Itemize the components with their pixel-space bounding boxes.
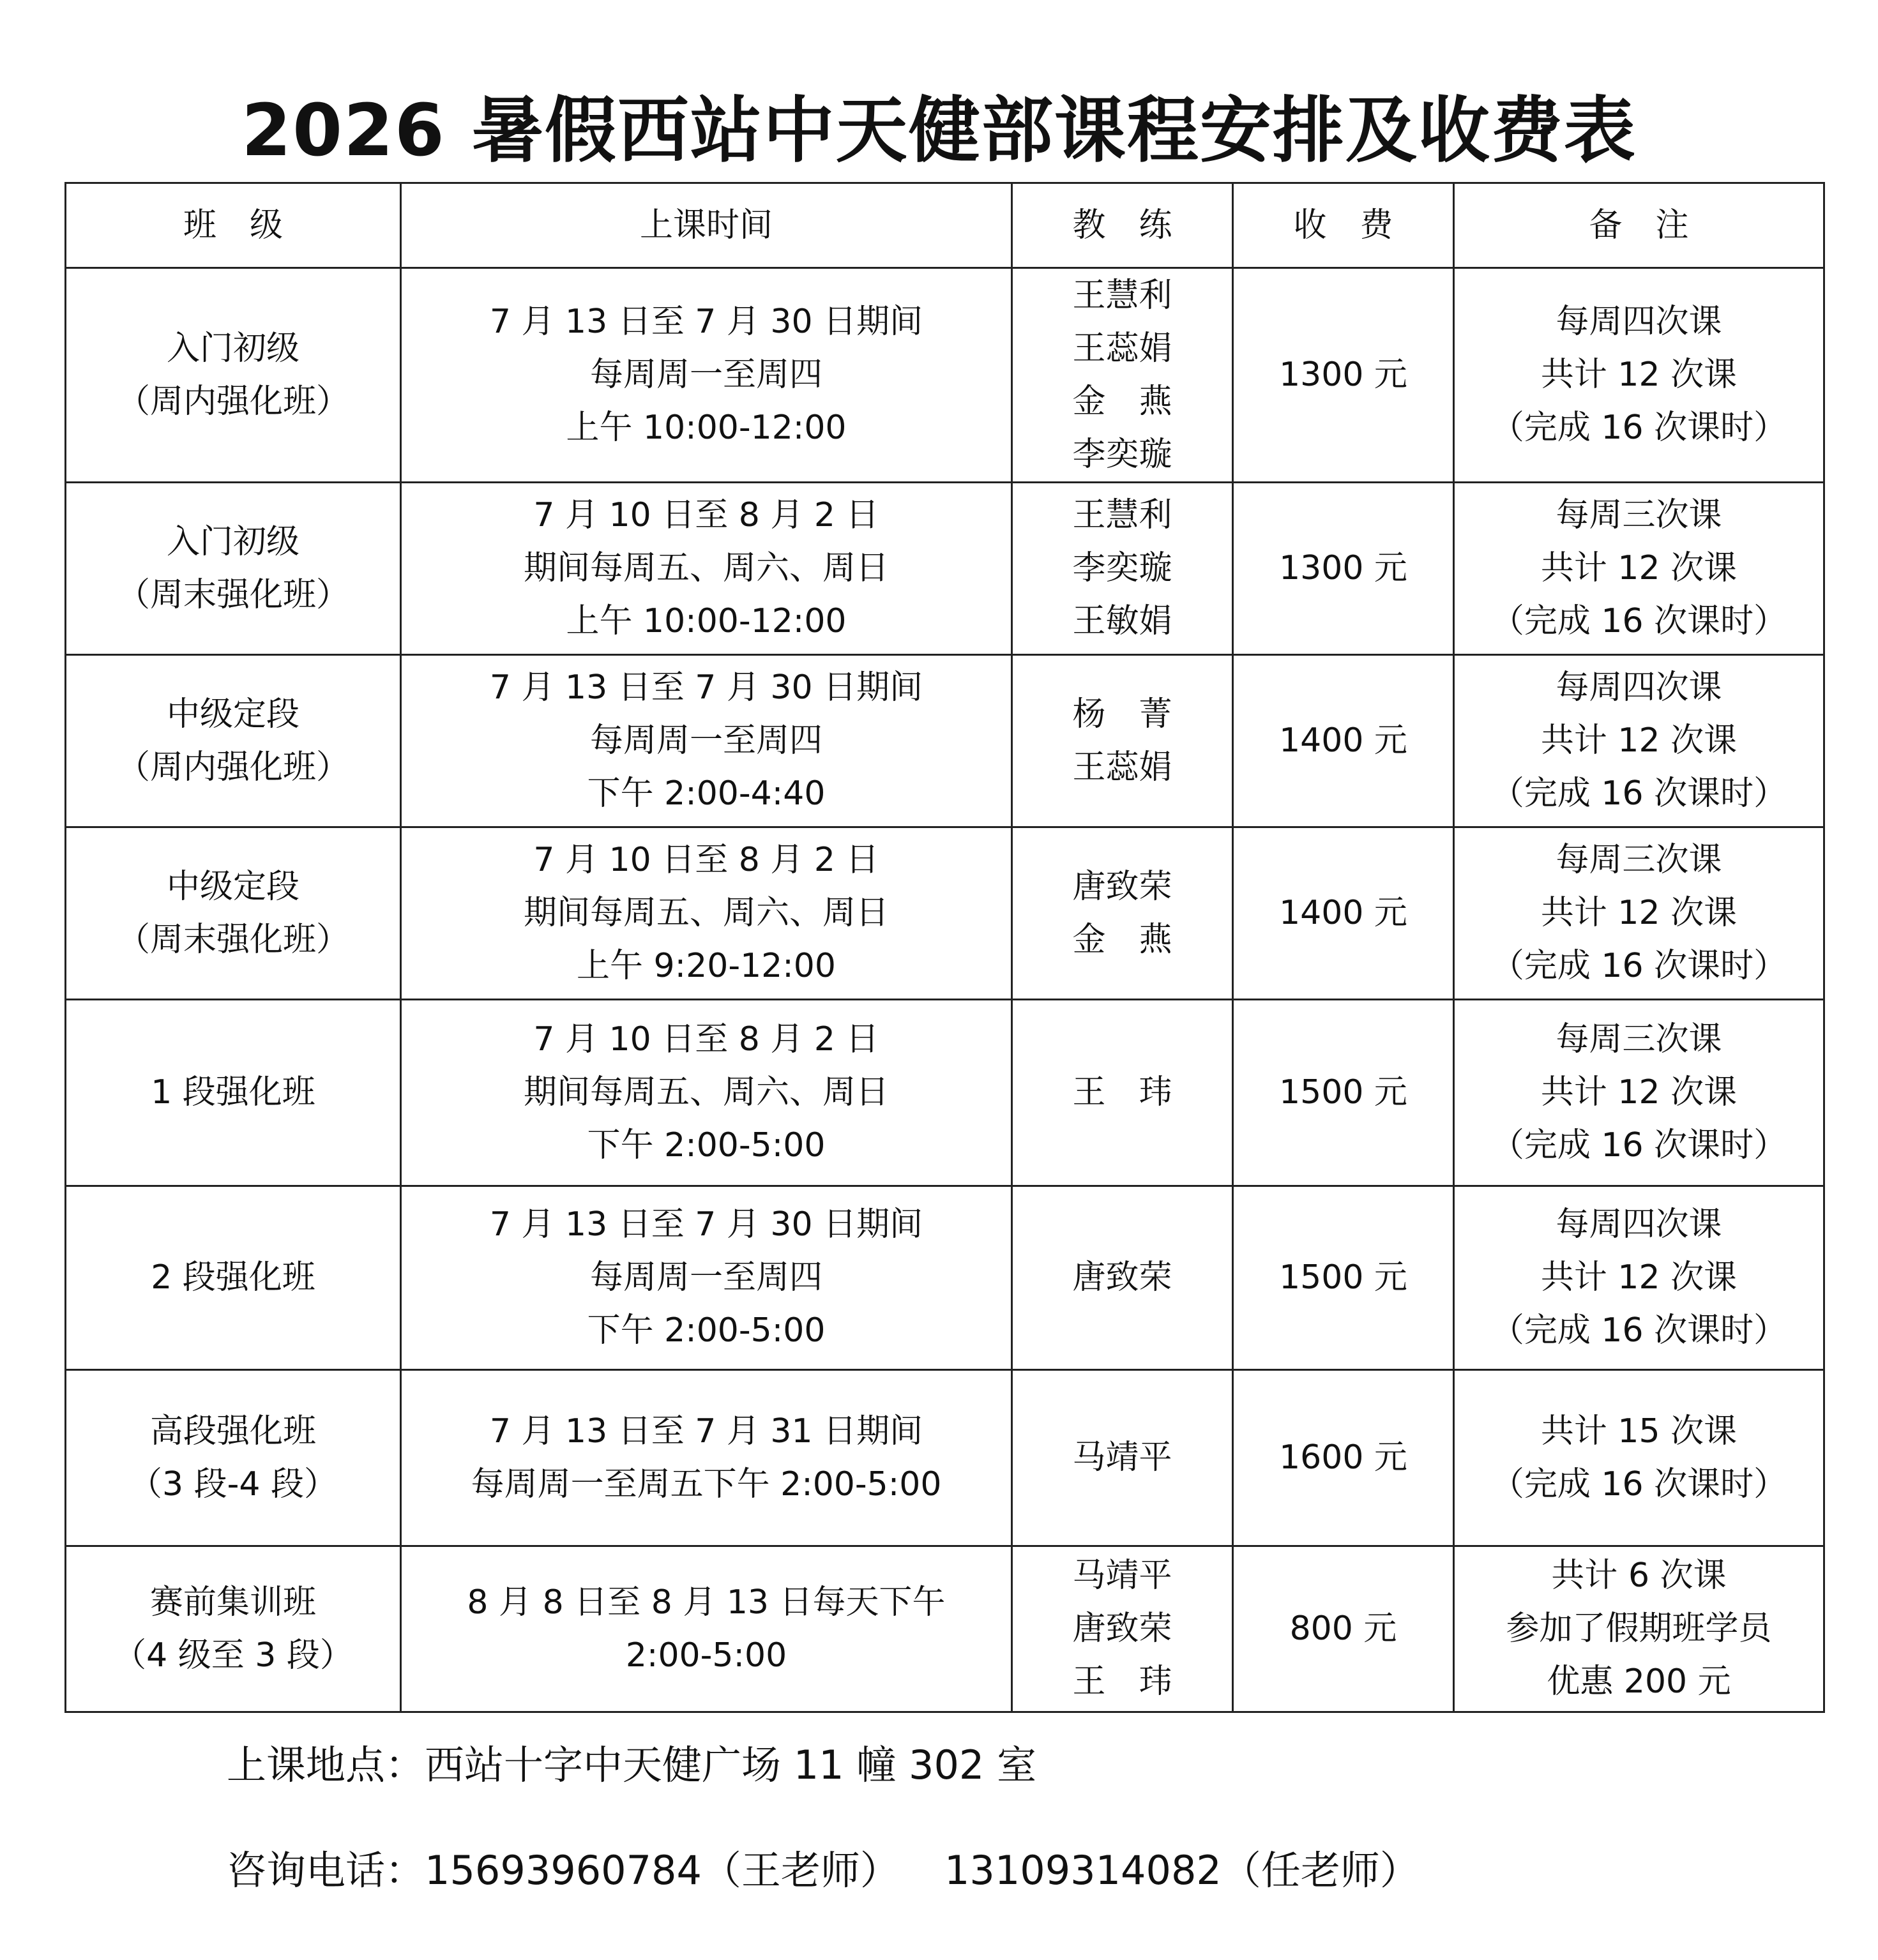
class-cell-line: 高段强化班 — [149, 1412, 316, 1451]
time-cell-line: 每周周一至周四 — [589, 356, 822, 394]
fee-cell: 800 元 — [1233, 1546, 1454, 1712]
coach-cell-line: 唐致荣 — [1072, 1258, 1172, 1297]
time-cell-line: 每周周一至周四 — [589, 1258, 822, 1297]
header-row — [66, 183, 1824, 268]
class-cell-line: （3 段-4 段） — [129, 1465, 337, 1504]
class-cell — [66, 1370, 401, 1546]
time-cell-line: 下午 2:00-5:00 — [587, 1126, 826, 1165]
class-cell — [66, 268, 401, 483]
note-cell-line: （完成 16 次课时） — [1490, 774, 1787, 813]
fee-cell: 1500 元 — [1233, 1186, 1454, 1370]
coach-cell-line: 王慧利 — [1072, 496, 1172, 534]
note-cell-line: 共计 12 次课 — [1540, 721, 1738, 760]
class-cell — [66, 827, 401, 1000]
time-cell-line: 7 月 13 日至 7 月 30 日期间 — [489, 668, 923, 707]
coach-cell-line: 王敏娟 — [1072, 602, 1172, 640]
time-cell-line: 期间每周五、周六、周日 — [523, 549, 889, 587]
note-cell-line: （完成 16 次课时） — [1490, 947, 1787, 985]
time-cell-line: 7 月 13 日至 7 月 30 日期间 — [489, 303, 923, 341]
note-cell — [1454, 1370, 1824, 1546]
time-cell-line: 每周周一至周四 — [589, 721, 822, 760]
coach-cell — [1012, 1186, 1233, 1370]
table-row — [66, 655, 1824, 827]
header-note: 备 注 — [1454, 183, 1824, 268]
coach-cell — [1012, 1546, 1233, 1712]
fee-cell: 1500 元 — [1233, 1000, 1454, 1186]
note-cell-line: （完成 16 次课时） — [1490, 1465, 1787, 1504]
table-row — [66, 483, 1824, 655]
coach-cell-line: 金 燕 — [1072, 920, 1172, 959]
class-cell-line: （4 级至 3 段） — [113, 1636, 353, 1675]
fee-cell: 1600 元 — [1233, 1370, 1454, 1546]
time-cell — [401, 655, 1012, 827]
note-cell-line: 每周四次课 — [1556, 1205, 1722, 1244]
time-cell — [401, 827, 1012, 1000]
table-row — [66, 1546, 1824, 1712]
note-cell-line: （完成 16 次课时） — [1490, 409, 1787, 447]
phone-line — [227, 1842, 1420, 1899]
time-cell-line: 上午 9:20-12:00 — [577, 947, 836, 985]
fee-cell: 1400 元 — [1233, 827, 1454, 1000]
header-class: 班 级 — [66, 183, 401, 268]
class-cell — [66, 1000, 401, 1186]
coach-cell-line: 金 燕 — [1072, 382, 1172, 421]
coach-cell-line: 王慧利 — [1072, 276, 1172, 315]
time-cell-line: 上午 10:00-12:00 — [566, 602, 847, 640]
time-cell-line: 8 月 8 日至 8 月 13 日每天下午 — [467, 1583, 946, 1622]
note-cell-line: 每周三次课 — [1556, 496, 1722, 534]
schedule-body — [66, 268, 1824, 1712]
coach-cell-line: 王 玮 — [1072, 1073, 1172, 1112]
coach-cell — [1012, 655, 1233, 827]
time-cell-line: 7 月 10 日至 8 月 2 日 — [533, 841, 879, 879]
time-cell-line: 上午 10:00-12:00 — [566, 409, 847, 447]
note-cell-line: 共计 12 次课 — [1540, 1258, 1738, 1297]
phone-1: 15693960784（王老师） — [425, 1847, 900, 1894]
page-title: 2026 暑假西站中天健部课程安排及收费表 — [241, 89, 1637, 172]
location-line — [227, 1737, 1036, 1794]
time-cell-line: 7 月 10 日至 8 月 2 日 — [533, 1020, 879, 1059]
fee-cell: 1400 元 — [1233, 655, 1454, 827]
time-cell — [401, 1370, 1012, 1546]
time-cell-line: 7 月 13 日至 7 月 30 日期间 — [489, 1205, 923, 1244]
note-cell-line: 每周四次课 — [1556, 303, 1722, 341]
time-cell-line: 每周周一至周五下午 2:00-5:00 — [471, 1465, 942, 1504]
phone-label: 咨询电话： — [227, 1847, 425, 1894]
note-cell-line: （完成 16 次课时） — [1490, 1311, 1787, 1350]
class-cell-line: （周末强化班） — [116, 575, 349, 614]
coach-cell — [1012, 483, 1233, 655]
header-fee: 收 费 — [1233, 183, 1454, 268]
note-cell-line: （完成 16 次课时） — [1490, 1126, 1787, 1165]
class-cell-line: 1 段强化班 — [151, 1073, 315, 1112]
note-cell-line: 每周三次课 — [1556, 841, 1722, 879]
note-cell-line: 共计 12 次课 — [1540, 1073, 1738, 1112]
class-cell-line: 中级定段 — [166, 695, 299, 734]
note-cell — [1454, 655, 1824, 827]
note-cell-line: 共计 12 次课 — [1540, 356, 1738, 394]
phone-2: 13109314082（任老师） — [944, 1847, 1420, 1894]
table-row — [66, 1186, 1824, 1370]
coach-cell-line: 王蕊娟 — [1072, 748, 1172, 787]
time-cell-line: 下午 2:00-5:00 — [587, 1311, 826, 1350]
note-cell-line: （完成 16 次课时） — [1490, 602, 1787, 640]
time-cell-line: 7 月 13 日至 7 月 31 日期间 — [489, 1412, 923, 1451]
coach-cell-line: 马靖平 — [1072, 1438, 1172, 1477]
table-row — [66, 827, 1824, 1000]
coach-cell-line: 唐致荣 — [1072, 867, 1172, 906]
class-cell — [66, 483, 401, 655]
note-cell — [1454, 483, 1824, 655]
class-cell-line: （周内强化班） — [116, 748, 349, 787]
time-cell-line: 期间每周五、周六、周日 — [523, 894, 889, 932]
note-cell-line: 每周四次课 — [1556, 668, 1722, 707]
header-time: 上课时间 — [401, 183, 1012, 268]
coach-cell-line: 李奕璇 — [1072, 435, 1172, 474]
note-cell — [1454, 268, 1824, 483]
coach-cell-line: 唐致荣 — [1072, 1609, 1172, 1648]
note-cell — [1454, 1186, 1824, 1370]
location-label: 上课地点： — [227, 1742, 425, 1788]
time-cell-line: 期间每周五、周六、周日 — [523, 1073, 889, 1112]
fee-cell: 1300 元 — [1233, 483, 1454, 655]
location-value: 西站十字中天健广场 11 幢 302 室 — [425, 1742, 1037, 1788]
table-row — [66, 1000, 1824, 1186]
class-cell — [66, 1546, 401, 1712]
coach-cell-line: 马靖平 — [1072, 1557, 1172, 1595]
class-cell — [66, 1186, 401, 1370]
coach-cell-line: 王蕊娟 — [1072, 329, 1172, 368]
coach-cell — [1012, 268, 1233, 483]
class-cell-line: （周末强化班） — [116, 920, 349, 959]
table-row — [66, 1370, 1824, 1546]
coach-cell — [1012, 1000, 1233, 1186]
schedule-table — [64, 182, 1825, 1713]
class-cell — [66, 655, 401, 827]
coach-cell-line: 杨 菁 — [1072, 695, 1172, 734]
note-cell-line: 共计 12 次课 — [1540, 894, 1738, 932]
time-cell — [401, 1186, 1012, 1370]
coach-cell — [1012, 1370, 1233, 1546]
class-cell-line: 2 段强化班 — [151, 1258, 315, 1297]
time-cell-line: 下午 2:00-4:40 — [587, 774, 826, 813]
time-cell-line: 2:00-5:00 — [625, 1636, 787, 1675]
coach-cell-line: 李奕璇 — [1072, 549, 1172, 587]
class-cell-line: 中级定段 — [166, 867, 299, 906]
time-cell — [401, 483, 1012, 655]
note-cell-line: 共计 15 次课 — [1540, 1412, 1738, 1451]
coach-cell-line: 王 玮 — [1072, 1662, 1172, 1701]
note-cell — [1454, 827, 1824, 1000]
fee-cell: 1300 元 — [1233, 268, 1454, 483]
table-row — [66, 268, 1824, 483]
note-cell — [1454, 1000, 1824, 1186]
class-cell-line: 赛前集训班 — [149, 1583, 316, 1622]
note-cell-line: 共计 6 次课 — [1551, 1557, 1727, 1595]
time-cell — [401, 1546, 1012, 1712]
class-cell-line: 入门初级 — [166, 522, 299, 561]
time-cell — [401, 268, 1012, 483]
note-cell — [1454, 1546, 1824, 1712]
time-cell-line: 7 月 10 日至 8 月 2 日 — [533, 496, 879, 534]
time-cell — [401, 1000, 1012, 1186]
class-cell-line: 入门初级 — [166, 329, 299, 368]
note-cell-line: 优惠 200 元 — [1547, 1662, 1731, 1701]
class-cell-line: （周内强化班） — [116, 382, 349, 421]
note-cell-line: 每周三次课 — [1556, 1020, 1722, 1059]
note-cell-line: 共计 12 次课 — [1540, 549, 1738, 587]
note-cell-line: 参加了假期班学员 — [1506, 1609, 1772, 1648]
header-coach: 教 练 — [1012, 183, 1233, 268]
coach-cell — [1012, 827, 1233, 1000]
